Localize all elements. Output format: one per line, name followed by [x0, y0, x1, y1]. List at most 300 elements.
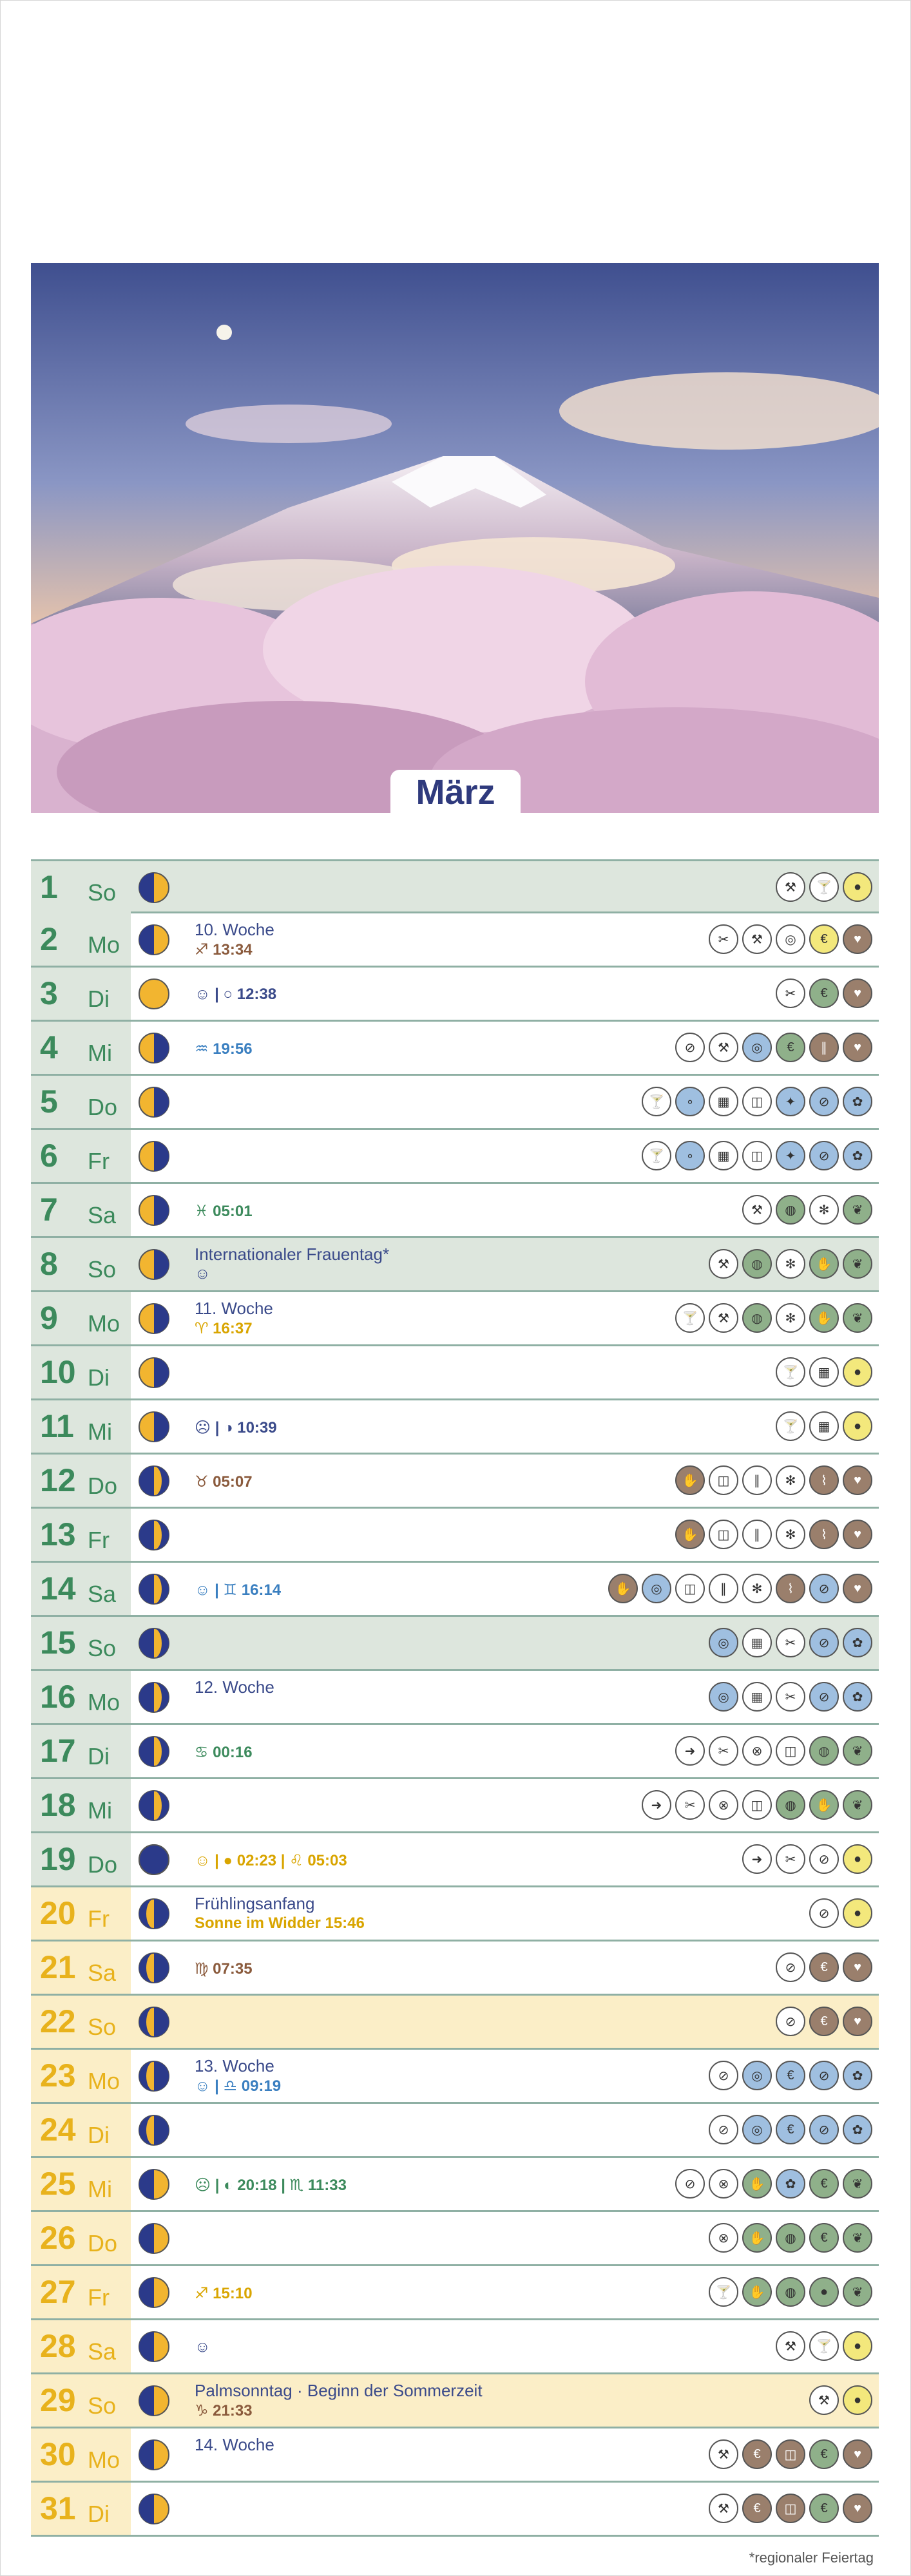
day-row	[31, 1346, 879, 1400]
weekday: Mo	[88, 1310, 120, 1337]
hand-icon: ✋	[742, 2223, 772, 2253]
day-info	[195, 1242, 684, 1288]
moon-phase-icon	[138, 2439, 170, 2471]
gardening-icons	[675, 1303, 872, 1335]
jar-icon: ◍	[776, 1790, 805, 1820]
coin-icon: €	[742, 2439, 772, 2469]
moon-phase-icon	[138, 1411, 170, 1443]
gardening-icons	[642, 1790, 872, 1822]
bubbles-icon: ∘	[675, 1141, 705, 1170]
no-sweep-icon: ⊘	[809, 1574, 839, 1603]
moon-phase-icon	[138, 1248, 170, 1281]
heart-icon: ♥	[843, 1520, 872, 1549]
gardening-icons	[709, 2277, 872, 2309]
arrow-icon: ➜	[675, 1736, 705, 1766]
bubbles-icon: ∘	[675, 1087, 705, 1116]
day-row	[31, 1617, 879, 1671]
day-number: 26	[40, 2220, 76, 2256]
no-sweep-icon: ⊘	[809, 2061, 839, 2090]
day-info	[195, 1404, 684, 1451]
gardening-icons	[675, 1465, 872, 1498]
wash-icon: ◎	[709, 1682, 738, 1712]
day-detail: ☹ | ◑ 10:39	[195, 1419, 277, 1436]
day-number: 8	[40, 1246, 58, 1282]
day-row	[31, 2266, 879, 2320]
leaf-icon: ❦	[843, 1249, 872, 1279]
no-sweep-icon: ⊘	[709, 2115, 738, 2144]
photo-illustration	[31, 263, 879, 813]
weekday: Do	[88, 2230, 118, 2256]
day-note: 13. Woche	[195, 2056, 274, 2075]
no-sweep-icon: ⊘	[809, 1087, 839, 1116]
cup-icon: ◫	[742, 1141, 772, 1170]
leaf-icon: ❦	[843, 2223, 872, 2253]
jar-icon: ◍	[809, 1736, 839, 1766]
hand-icon: ✋	[675, 1520, 705, 1549]
day-row	[31, 859, 879, 913]
weekday: Fr	[88, 2284, 110, 2311]
apple-icon: ●	[843, 1898, 872, 1928]
day-info	[195, 1945, 684, 1992]
weekday: So	[88, 2392, 117, 2419]
day-row	[31, 1942, 879, 1996]
heart-icon: ♥	[843, 2007, 872, 2036]
tool-icon: ⚒	[709, 2494, 738, 2523]
no-tool-icon: ⊗	[709, 1790, 738, 1820]
apple-icon: ●	[843, 1844, 872, 1874]
moon-phase-icon	[138, 1627, 170, 1659]
no-sweep-icon: ⊘	[709, 2061, 738, 2090]
day-number: 19	[40, 1841, 76, 1877]
no-cut-icon: ✂	[776, 1628, 805, 1657]
moon-phase-icon	[138, 2168, 170, 2200]
tool-icon: ⚒	[742, 1195, 772, 1225]
gardening-icons	[776, 872, 872, 904]
weekday: So	[88, 879, 117, 906]
day-number: 5	[40, 1083, 58, 1120]
gardening-icons	[675, 1736, 872, 1768]
flower-icon: ✿	[776, 2169, 805, 2199]
day-detail: ♒ 19:56	[195, 1040, 253, 1058]
leaf-icon: ❦	[843, 2277, 872, 2307]
cup-icon: ◫	[776, 1736, 805, 1766]
day-number: 17	[40, 1733, 76, 1769]
day-note: 10. Woche	[195, 920, 274, 939]
moon-phase-icon	[138, 2385, 170, 2417]
day-detail: ♈ 16:37	[195, 1320, 253, 1337]
day-number: 3	[40, 975, 58, 1011]
day-number: 23	[40, 2057, 76, 2094]
weekday: Fr	[88, 1148, 110, 1174]
day-row	[31, 1238, 879, 1292]
day-row	[31, 968, 879, 1022]
no-sweep-icon: ⊘	[675, 1033, 705, 1062]
gardening-icons	[776, 1952, 872, 1985]
weekday: Mo	[88, 2447, 120, 2473]
day-info	[195, 1837, 684, 1884]
day-row	[31, 1779, 879, 1833]
cup-icon: ◫	[709, 1520, 738, 1549]
no-cut-icon: ✂	[776, 1844, 805, 1874]
gardening-icons	[742, 1844, 872, 1876]
cup-icon: ◫	[709, 1465, 738, 1495]
day-row	[31, 1509, 879, 1563]
day-row	[31, 2374, 879, 2428]
gardening-icons	[776, 1357, 872, 1389]
moon-phase-icon	[138, 1789, 170, 1822]
weekday: Di	[88, 986, 110, 1012]
gardening-icons	[709, 924, 872, 957]
day-info	[195, 2162, 684, 2208]
day-number: 4	[40, 1029, 58, 1065]
moon-phase-icon	[138, 2493, 170, 2525]
moon-phase-icon	[138, 1735, 170, 1768]
tool-icon: ⚒	[709, 1033, 738, 1062]
hand-icon: ✋	[608, 1574, 638, 1603]
wash-icon: ◎	[742, 2115, 772, 2144]
moon-phase-icon	[138, 1357, 170, 1389]
heart-icon: ♥	[843, 2439, 872, 2469]
footnote: *regionaler Feiertag	[749, 2550, 874, 2566]
broom-icon: ⌇	[776, 1574, 805, 1603]
day-number: 12	[40, 1462, 76, 1498]
no-sweep-icon: ⊘	[776, 1952, 805, 1982]
weekday: So	[88, 1256, 117, 1283]
weekday: Mi	[88, 1040, 112, 1066]
apple-icon: ●	[843, 872, 872, 902]
gardening-icons	[675, 2169, 872, 2201]
heart-icon: ♥	[843, 1574, 872, 1603]
weekday: So	[88, 2014, 117, 2040]
broom-icon: ⌇	[809, 1520, 839, 1549]
day-number: 30	[40, 2436, 76, 2472]
moon-phase-icon	[138, 1465, 170, 1497]
cocktail-icon: 🍸	[776, 1357, 805, 1387]
bug-icon: ✻	[809, 1195, 839, 1225]
day-row	[31, 913, 879, 968]
day-number: 10	[40, 1354, 76, 1390]
no-tool-icon: ⊗	[742, 1736, 772, 1766]
weekday: Do	[88, 1473, 118, 1499]
day-detail: ♍ 07:35	[195, 1960, 253, 1978]
weekday: Di	[88, 2501, 110, 2527]
gardening-icons	[709, 2223, 872, 2255]
gardening-icons	[776, 1411, 872, 1444]
cup-icon: ◫	[742, 1790, 772, 1820]
broom-icon: ⌇	[809, 1465, 839, 1495]
day-detail: ♐ 15:10	[195, 2285, 253, 2302]
gardening-icons	[809, 2385, 872, 2418]
calendar-photo-mount-fuji	[31, 263, 879, 813]
leaf-icon: ❦	[843, 2169, 872, 2199]
day-note: Palmsonntag · Beginn der Sommerzeit	[195, 2381, 483, 2400]
cup-icon: ◫	[776, 2494, 805, 2523]
apple-icon: ●	[843, 1357, 872, 1387]
day-number: 11	[40, 1408, 74, 1444]
flower-icon: ✿	[843, 1087, 872, 1116]
day-number: 16	[40, 1679, 76, 1715]
day-detail: ☺ | ♊ 16:14	[195, 1581, 282, 1599]
day-detail: ♑ 21:33	[195, 2402, 253, 2419]
weekday: Mo	[88, 2068, 120, 2094]
day-info	[195, 2378, 684, 2425]
moon-phase-icon	[138, 2331, 170, 2363]
day-row	[31, 1184, 879, 1238]
day-info	[195, 1729, 684, 1775]
bug-icon: ✻	[776, 1249, 805, 1279]
day-detail: ♉ 05:07	[195, 1473, 253, 1491]
day-row	[31, 2320, 879, 2374]
day-row	[31, 1292, 879, 1346]
no-cut-icon: ✂	[776, 978, 805, 1008]
weekday: Di	[88, 1743, 110, 1770]
leaf-icon: ❦	[843, 1790, 872, 1820]
moon-phase-icon	[138, 2276, 170, 2309]
moon-phase-icon	[138, 2006, 170, 2038]
day-info	[195, 1188, 684, 1234]
flower-icon: ✿	[843, 2061, 872, 2090]
heart-icon: ♥	[843, 1952, 872, 1982]
day-number: 18	[40, 1787, 76, 1823]
moon-phase-icon	[138, 1519, 170, 1551]
weekday: Do	[88, 1094, 118, 1120]
day-row	[31, 2428, 879, 2483]
day-info	[195, 2324, 684, 2371]
gardening-icons	[709, 2115, 872, 2147]
cocktail-icon: 🍸	[776, 1411, 805, 1441]
jar-icon: ◍	[776, 2223, 805, 2253]
day-number: 28	[40, 2328, 76, 2364]
tool-icon: ⚒	[709, 1303, 738, 1333]
gardening-icons	[642, 1087, 872, 1119]
apple-icon: ●	[809, 2277, 839, 2307]
weekday: Do	[88, 1851, 118, 1878]
coin-icon: €	[809, 2494, 839, 2523]
day-detail: ☺	[195, 2338, 211, 2356]
gardening-icons	[709, 1682, 872, 1714]
day-number: 22	[40, 2003, 76, 2039]
hand-icon: ✋	[675, 1465, 705, 1495]
bug-icon: ✻	[742, 1574, 772, 1603]
coin-icon: €	[809, 2223, 839, 2253]
coin-icon: €	[809, 978, 839, 1008]
day-info	[195, 1458, 684, 1505]
window-icon: ▦	[709, 1087, 738, 1116]
gardening-icons	[608, 1574, 872, 1606]
day-number: 25	[40, 2166, 76, 2202]
coin-icon: €	[742, 2494, 772, 2523]
window-icon: ▦	[809, 1411, 839, 1441]
heart-icon: ♥	[843, 1033, 872, 1062]
moon-phase-icon	[138, 924, 170, 956]
coin-icon: €	[776, 2115, 805, 2144]
day-number: 20	[40, 1895, 76, 1931]
day-rows	[31, 859, 879, 2537]
no-cut-icon: ✂	[709, 1736, 738, 1766]
flower-icon: ✿	[843, 1141, 872, 1170]
day-detail: ☺ | ♎ 09:19	[195, 2077, 282, 2095]
day-number: 1	[40, 869, 58, 905]
no-sweep-icon: ⊘	[809, 1628, 839, 1657]
day-info	[195, 1026, 684, 1072]
arrow-icon: ➜	[742, 1844, 772, 1874]
moon-phase-icon	[138, 978, 170, 1010]
weekday: Sa	[88, 1960, 117, 1986]
day-info	[195, 2054, 684, 2100]
day-detail: ☺	[195, 1265, 211, 1283]
window-icon: ▦	[709, 1141, 738, 1170]
no-sweep-icon: ⊘	[809, 1141, 839, 1170]
tool-icon: ⚒	[709, 1249, 738, 1279]
day-info	[195, 2270, 684, 2316]
columns-icon: ∥	[742, 1465, 772, 1495]
tool-icon: ⚒	[776, 872, 805, 902]
leaf-icon: ❦	[843, 1736, 872, 1766]
weekday: Mo	[88, 1689, 120, 1715]
no-cut-icon: ✂	[675, 1790, 705, 1820]
day-number: 9	[40, 1300, 58, 1336]
moon-phase-icon	[138, 2114, 170, 2146]
hand-icon: ✋	[742, 2277, 772, 2307]
day-row	[31, 1833, 879, 1887]
moon-phase-icon	[138, 1844, 170, 1876]
day-row	[31, 2483, 879, 2537]
weekday: Sa	[88, 1202, 117, 1228]
cup-icon: ◫	[675, 1574, 705, 1603]
day-note: 11. Woche	[195, 1299, 273, 1318]
day-detail: ☹ | ◐ 20:18 | ♏ 11:33	[195, 2177, 347, 2194]
weekday: Mo	[88, 931, 120, 958]
no-cut-icon: ✂	[709, 924, 738, 954]
flower-icon: ✿	[843, 1682, 872, 1712]
day-detail: ☺ | ● 02:23 | ♌ 05:03	[195, 1852, 347, 1869]
moon-phase-icon	[138, 1140, 170, 1172]
day-row	[31, 2212, 879, 2266]
day-info	[195, 971, 684, 1018]
day-note: 12. Woche	[195, 1677, 274, 1697]
day-detail: ☺ | ○ 12:38	[195, 986, 277, 1003]
day-row	[31, 1076, 879, 1130]
day-detail: ♋ 00:16	[195, 1744, 253, 1761]
heart-icon: ♥	[843, 2494, 872, 2523]
apple-icon: ●	[843, 2331, 872, 2361]
day-row	[31, 1671, 879, 1725]
jar-icon: ◍	[742, 1249, 772, 1279]
cup-icon: ◫	[742, 1087, 772, 1116]
wash-icon: ◎	[742, 2061, 772, 2090]
day-row	[31, 1996, 879, 2050]
weekday: So	[88, 1635, 117, 1661]
no-sweep-icon: ⊘	[776, 2007, 805, 2036]
jar-icon: ◍	[742, 1303, 772, 1333]
columns-icon: ∥	[809, 1033, 839, 1062]
gardening-icons	[776, 2331, 872, 2363]
gardening-icons	[709, 2439, 872, 2472]
moon-phase-icon	[138, 1302, 170, 1335]
moon-phase-icon	[138, 1898, 170, 1930]
day-row	[31, 1455, 879, 1509]
moon-phase-icon	[138, 1086, 170, 1118]
coin-icon: €	[809, 1952, 839, 1982]
day-row	[31, 1887, 879, 1942]
weekday: Di	[88, 2122, 110, 2148]
heart-icon: ♥	[843, 978, 872, 1008]
hand-icon: ✋	[809, 1790, 839, 1820]
bug-icon: ✻	[776, 1303, 805, 1333]
apple-icon: ●	[843, 2385, 872, 2415]
hand-icon: ✋	[809, 1249, 839, 1279]
arrow-icon: ➜	[642, 1790, 671, 1820]
day-number: 7	[40, 1192, 58, 1228]
cocktail-icon: 🍸	[642, 1141, 671, 1170]
moon-phase-icon	[138, 1573, 170, 1605]
gardening-icons	[642, 1141, 872, 1173]
weekday: Mi	[88, 1418, 112, 1445]
month-title-tab	[390, 770, 521, 815]
day-number: 2	[40, 921, 58, 957]
moon-phase-icon	[138, 2060, 170, 2092]
gardening-icons	[675, 1033, 872, 1065]
coin-icon: €	[809, 2007, 839, 2036]
flower-icon: ✿	[843, 1628, 872, 1657]
weekday: Mi	[88, 1797, 112, 1824]
heart-icon: ♥	[843, 924, 872, 954]
no-tool-icon: ⊗	[709, 2169, 738, 2199]
gardening-icons	[709, 1249, 872, 1281]
tool-icon: ⚒	[742, 924, 772, 954]
day-note: Internationaler Frauentag*	[195, 1245, 390, 1264]
cocktail-icon: 🍸	[809, 2331, 839, 2361]
gardening-icons	[776, 978, 872, 1011]
day-row	[31, 1725, 879, 1779]
day-number: 24	[40, 2112, 76, 2148]
moon-phase-icon	[138, 1952, 170, 1984]
day-number: 21	[40, 1949, 76, 1985]
coin-icon: €	[809, 924, 839, 954]
weekday: Sa	[88, 1581, 117, 1607]
day-info	[195, 1891, 684, 1938]
moon-phase-icon	[138, 1194, 170, 1226]
tool-icon: ⚒	[809, 2385, 839, 2415]
day-number: 13	[40, 1516, 76, 1552]
no-sweep-icon: ⊘	[809, 2115, 839, 2144]
cocktail-icon: 🍸	[642, 1087, 671, 1116]
day-row	[31, 1400, 879, 1455]
month-title: März	[416, 773, 495, 812]
coin-icon: €	[809, 2169, 839, 2199]
jar-icon: ◍	[776, 1195, 805, 1225]
cocktail-icon: 🍸	[675, 1303, 705, 1333]
moon-phase-icon	[138, 1032, 170, 1064]
gardening-icons	[742, 1195, 872, 1227]
day-number: 31	[40, 2490, 76, 2526]
day-detail: ♐ 13:34	[195, 941, 253, 959]
day-row	[31, 2104, 879, 2158]
gardening-icons	[776, 2007, 872, 2039]
gardening-icons	[709, 2494, 872, 2526]
cocktail-icon: 🍸	[809, 872, 839, 902]
day-row	[31, 2050, 879, 2104]
flower-icon: ✿	[843, 2115, 872, 2144]
day-info	[195, 1675, 684, 1721]
weekday: Mi	[88, 2176, 112, 2202]
cocktail-icon: 🍸	[709, 2277, 738, 2307]
jar-icon: ◍	[776, 2277, 805, 2307]
coin-icon: €	[776, 1033, 805, 1062]
no-cut-icon: ✂	[776, 1682, 805, 1712]
hand-icon: ✋	[809, 1303, 839, 1333]
no-sweep-icon: ⊘	[675, 2169, 705, 2199]
